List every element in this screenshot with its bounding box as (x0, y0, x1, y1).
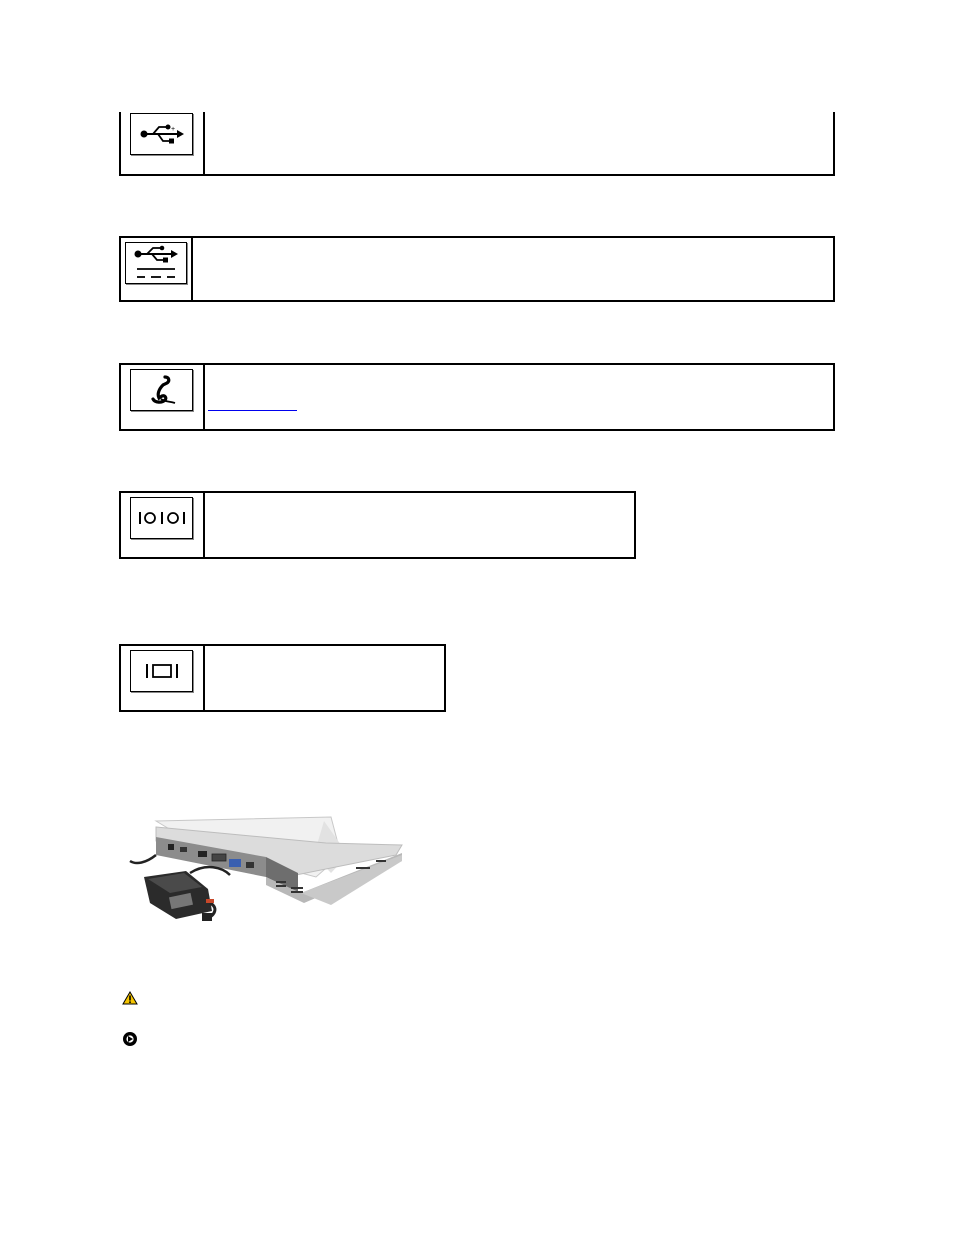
powered-usb-icon (133, 245, 179, 281)
serial-connector-box (119, 491, 636, 559)
video-icon (144, 662, 180, 680)
serial-icon (136, 509, 188, 527)
modem-icon-cell (121, 365, 205, 429)
notice-icon (122, 1031, 138, 1047)
video-icon-cell (121, 646, 205, 710)
powered-usb-icon-cell (121, 238, 193, 300)
usb-icon (139, 122, 185, 146)
video-icon-frame (130, 650, 193, 692)
modem-connector-box (119, 363, 835, 431)
usb-icon-cell (121, 112, 205, 174)
modem-icon-frame (130, 369, 193, 411)
modem-icon (147, 374, 177, 406)
caution-icon (122, 991, 138, 1005)
video-connector-box (119, 644, 446, 712)
modem-link[interactable] (208, 410, 297, 411)
powered-usb-connector-box (119, 236, 835, 302)
svg-text:+: + (170, 126, 175, 133)
serial-icon-frame (130, 497, 193, 539)
usb-connector-box (119, 112, 835, 176)
powered-usb-icon-frame (125, 242, 187, 284)
usb-icon-frame (130, 113, 193, 155)
serial-icon-cell (121, 493, 205, 557)
laptop-with-ac-adapter-image (126, 815, 408, 927)
